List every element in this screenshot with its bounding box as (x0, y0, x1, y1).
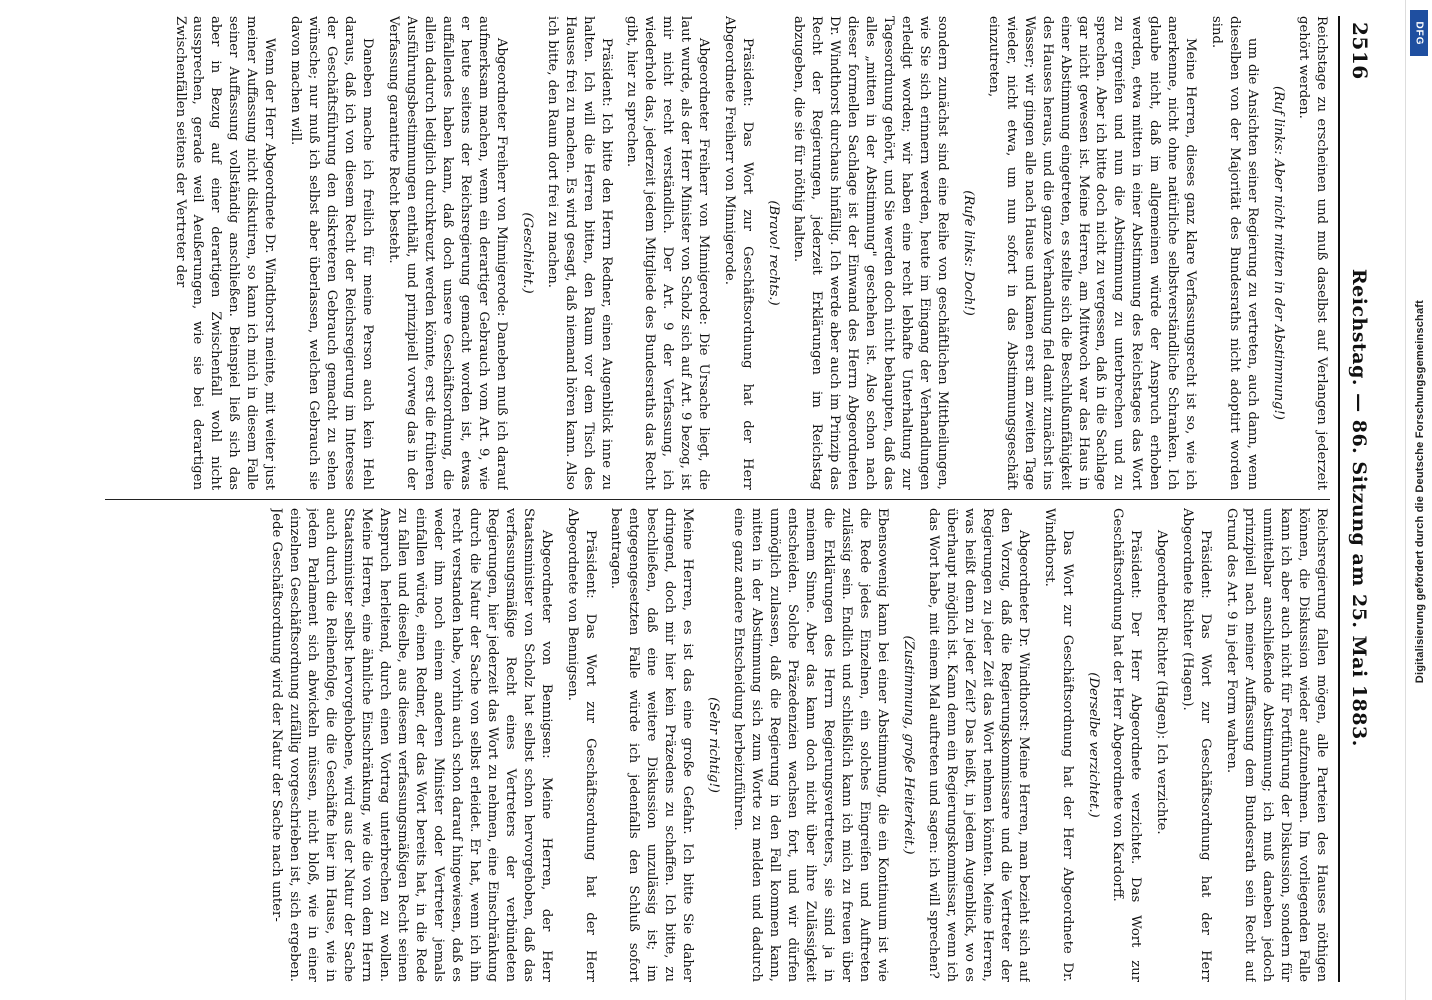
text-columns (105, 16, 1330, 982)
interjection: (Rufe links: Doch!) (960, 190, 976, 316)
margin-strip (1405, 0, 1432, 1000)
interjection: (Sehr richtig!) (706, 697, 722, 793)
paragraph: sondern zunächst sind eine Reihe von geschäftlichen Mittheilungen, wie Sie sich erinnern werden, heute im Eingang der Verhandlungen erledigt worden; wir haben eine recht lebhafte Unterhaltung zur Tagesordnung gehört, und Sie werden doch nicht behaupten, daß das alles „mitten in der Abstimmung" geschehen ist. Also schon nach dieser formellen Sachlage ist der Einwand des Herrn Abgeordneten Dr. Windthorst durchaus hinfällig. Ich werde aber auch im Prinzip das Recht der Regierungen, jederzeit Erklärungen im Reichstag abzugeben, die sie für nöthig halten. (791, 16, 950, 490)
digitization-note: Digitalisierung gefördert durch die Deutsche Forschungsgemeinschaft (1414, 300, 1426, 684)
left-column (105, 16, 1330, 490)
speaker-paragraph: Abgeordneter Richter (Hagen): Ich verzichte. (1154, 530, 1170, 835)
paragraph: Das Wort zur Geschäftsordnung hat der Herr Abgeordnete Dr. Windthorst. (1041, 508, 1075, 982)
page-number: 2516 (1348, 22, 1372, 80)
interjection: (Geschieht.) (519, 212, 535, 294)
paragraph: um die Ansichten seiner Regierung zu vertreten, auch dann, wenn dieselben von der Majorität des Bundesraths nicht adoptirt worden sind. (1209, 16, 1261, 490)
speaker-paragraph: Abgeordneter Freiherr von Minnigerode: Daneben muß ich darauf aufmerksam machen, wenn ein derartiger Gebrauch vom Art. 9, wie er heute seitens der Reichsregierung gemacht worden ist, etwas auffallendes haben kann, daß doch unsere Geschäftsordnung, die allein dadurch lediglich durchkreuzt werden könnte, erst die früheren Ausführungsbestimmungen enthält, und prinzipiell vorweg das in der Verfassung garantirte Recht besteht. (386, 16, 509, 490)
page-title: Reichstag. — 86. Sitzung am 25. Mai 1883. (1348, 268, 1370, 747)
document-page (46, 0, 1386, 1000)
interjection: (Derselbe verzichtet.) (1085, 672, 1101, 818)
speaker-paragraph: Präsident: Das Wort zur Geschäftsordnung hat der Herr Abgeordnete Freiherr von Minnigerode. (722, 16, 756, 490)
speaker-paragraph: Präsident: Ich bitte den Herrn Redner, einen Augenblick inne zu halten. Ich will die Herren bitten, den Raum vor dem Tisch des Hauses frei zu machen. Es wird gesagt, daß niemand hören kann. Also ich bitte, den Raum dort frei zu machen. (544, 16, 614, 490)
page-header (1338, 16, 1376, 982)
speaker-paragraph: Präsident: Das Wort zur Geschäftsordnung hat der Herr Abgeordnete von Bennigsen. (564, 508, 598, 982)
paragraph: Meine Herren, es ist das eine große Gefahr. Ich bitte Sie daher dringend, doch mir hier kein Präzedens zu schaffen. Ich bitte, zu beschließen, daß eine weitere Diskussion unzulässig ist; im entgegengesetzten Falle würde ich jedenfalls den Schluß sofort beantragen. (608, 508, 696, 982)
interjection: (Ruf links: Aber nicht mitten in der Abstimmung!) (1271, 86, 1287, 420)
speaker-paragraph: Abgeordneter Dr. Windthorst: Meine Herren, man bezieht sich auf den Vorzug, daß die Regierungskommissare und die Vertreter der Regierungen zu jeder Zeit das Wort nehmen könnten. Meine Herren, was heißt denn zu jeder Zeit? Das heißt, in jedem Augenblick, wo es überhaupt möglich ist. Kann denn ein Regierungskommissar, wenn ich das Wort habe, mit einem Mal auftreten und sagen: ich will sprechen? (925, 508, 1031, 982)
paragraph: Ebensowenig kann bei einer Abstimmung, die ein Kontinuum ist wie die Rede jedes Einzelnen, ein solches Eingreifen und Auftreten zulässig sein. Endlich und schließlich kann ich mich zu freuen über die Erklärungen des Herrn Regierungsvertreters, sie sind ja in meinem Sinne. Aber das kann doch nicht über ihre Zulässigkeit entscheiden. Solche Präzedenzien wachsen fort, und wir dürfen unmöglich zulassen, daß die Regierung in den Fall kommen kann, mitten in der Abstimmung sich zum Worte zu melden und dadurch eine ganz andere Entscheidung herbeizuführen. (731, 508, 890, 982)
speaker-paragraph: Präsident: Das Wort zur Geschäftsordnung hat der Herr Abgeordnete Richter (Hagen). (1180, 508, 1214, 982)
paragraph: Meine Herren, dieses ganz klare Verfassungsrecht ist so, wie ich anerkenne, nicht ohne natürliche selbstverständliche Schranken. Ich glaube nicht, daß im allgemeinen würde der Anspruch erhoben werden, etwa mitten in einer Abstimmung des Reichstages das Wort zu ergreifen und nun die Abstimmung zu unterbrechen und zu sprechen. Aber ich bitte doch nicht zu vergessen, daß in die Sachlage gar nicht gewesen ist. Meine Herren, am Mittwoch war das Haus in einer Abstimmung eingetreten, es stellte sich die Beschlußunfähigkeit des Hauses heraus, und die ganze Verhandlung fiel damit zunächst ins Wasser; wir gingen alle nach Hause und kamen erst am zweiten Tage wieder, nicht etwa, um nun sofort in das Abstimmungsgeschäft einzutreten, (985, 16, 1199, 490)
interjection: (Zustimmung, große Heiterkeit.) (900, 635, 916, 855)
speaker-paragraph: Abgeordneter Freiherr von Minnigerode: Die Ursache liegt, die laut wurde, als der Herr Minister von Scholz sich auf Art. 9 bezog, ist mir nicht recht verständlich. Der Art. 9 der Verfassung, ich wiederhole das, jederzeit jedem Mitgliede des Bundesraths das Recht gibt, hier zu sprechen. (624, 16, 712, 490)
paragraph: Reichsregierung fallen mögen, alle Parteien des Hauses nöthigen können, die Diskussion wieder aufzunehmen. Im vorliegenden Falle kann ich aber auch nicht für Fortführung der Diskussion, sondern für unmittelbar anschließende Abstimmung; ich muß daneben jedoch prinzipiell nach meiner Auffassung dem Bundesrath sein Recht auf Grund des Art. 9 in jeder Form wahren. (1224, 508, 1329, 982)
right-column (105, 508, 1330, 982)
dfg-logo-text: DFG (1413, 20, 1425, 46)
interjection: (Bravo! rechts.) (766, 200, 782, 306)
speaker-paragraph: Abgeordneter von Bennigsen: Meine Herren, der Herr Staatsminister von Scholz hat selbst schon hervorgehoben, daß das verfassungsmäßige Recht eines Vertreters der verbündeten Regierungen, hier jederzeit das Wort zu nehmen, eine Einschränkung durch die Natur der Sache von selbst erleidet. Er hat, wenn ich ihn recht verstanden habe, vorhin auch schon darauf hingewiesen, daß es weder ihm noch einem anderen Minister oder Vertreter jemals einfallen würde, einen Redner, der das Wort bereits hat, in die Rede zu fallen und dieselbe, aus diesem verfassungsmäßigen Recht seinen Anspruch herleitend, durch einen Vortrag unterbrechen zu wollen. Meine Herren, eine ähnliche Einschränkung, wie die von dem Herrn Staatsminister selbst hervorgehobene, wird aus der Natur der Sache auch durch die Reihenfolge, die die Geschäfte hier im Hause, wie in jedem Parlament sich abwickeln müssen, nicht bloß, wie in einer einzelnen Geschäftsordnung zufällig vorgeschrieben ist, sich ergeben. Jede Geschäftsordnung wird der Natur der Sache nach unter- (269, 508, 554, 982)
paragraph: Wenn der Herr Abgeordnete Dr. Windthorst meinte, mit weiter just meiner Auffassung nicht diskutiren, so kann ich mich in diesem Falle seiner Auffassung vollständig anschließen. Beinspiel ließ sich das aber in Bezug auf einer derartigen Zwischenfall wohl nicht aussprechen, gerade weil Aeußerungen, wie sie bei derartigen Zwischenfällen seitens der Vertreter der (172, 16, 278, 490)
paragraph: Daneben mache ich freilich für meine Person auch kein Hehl daraus, daß ich von diesem Recht der Reichsregierung im Interesse der Geschäftsführung den diskreteren Gebrauch gemacht zu sehen wünsche; nur muß ich selbst aber überlassen, welchen Gebrauch sie davon machen will. (288, 16, 376, 490)
speaker-paragraph: Präsident: Der Herr Abgeordnete verzichtet. Das Wort zur Geschäftsordnung hat der Herr Abgeordnete von Kardorff. (1110, 508, 1144, 982)
paragraph: Reichstage zu erscheinen und muß daselbst auf Verlangen jederzeit gehört werden. (1296, 16, 1329, 490)
dfg-logo-badge (1410, 10, 1428, 56)
